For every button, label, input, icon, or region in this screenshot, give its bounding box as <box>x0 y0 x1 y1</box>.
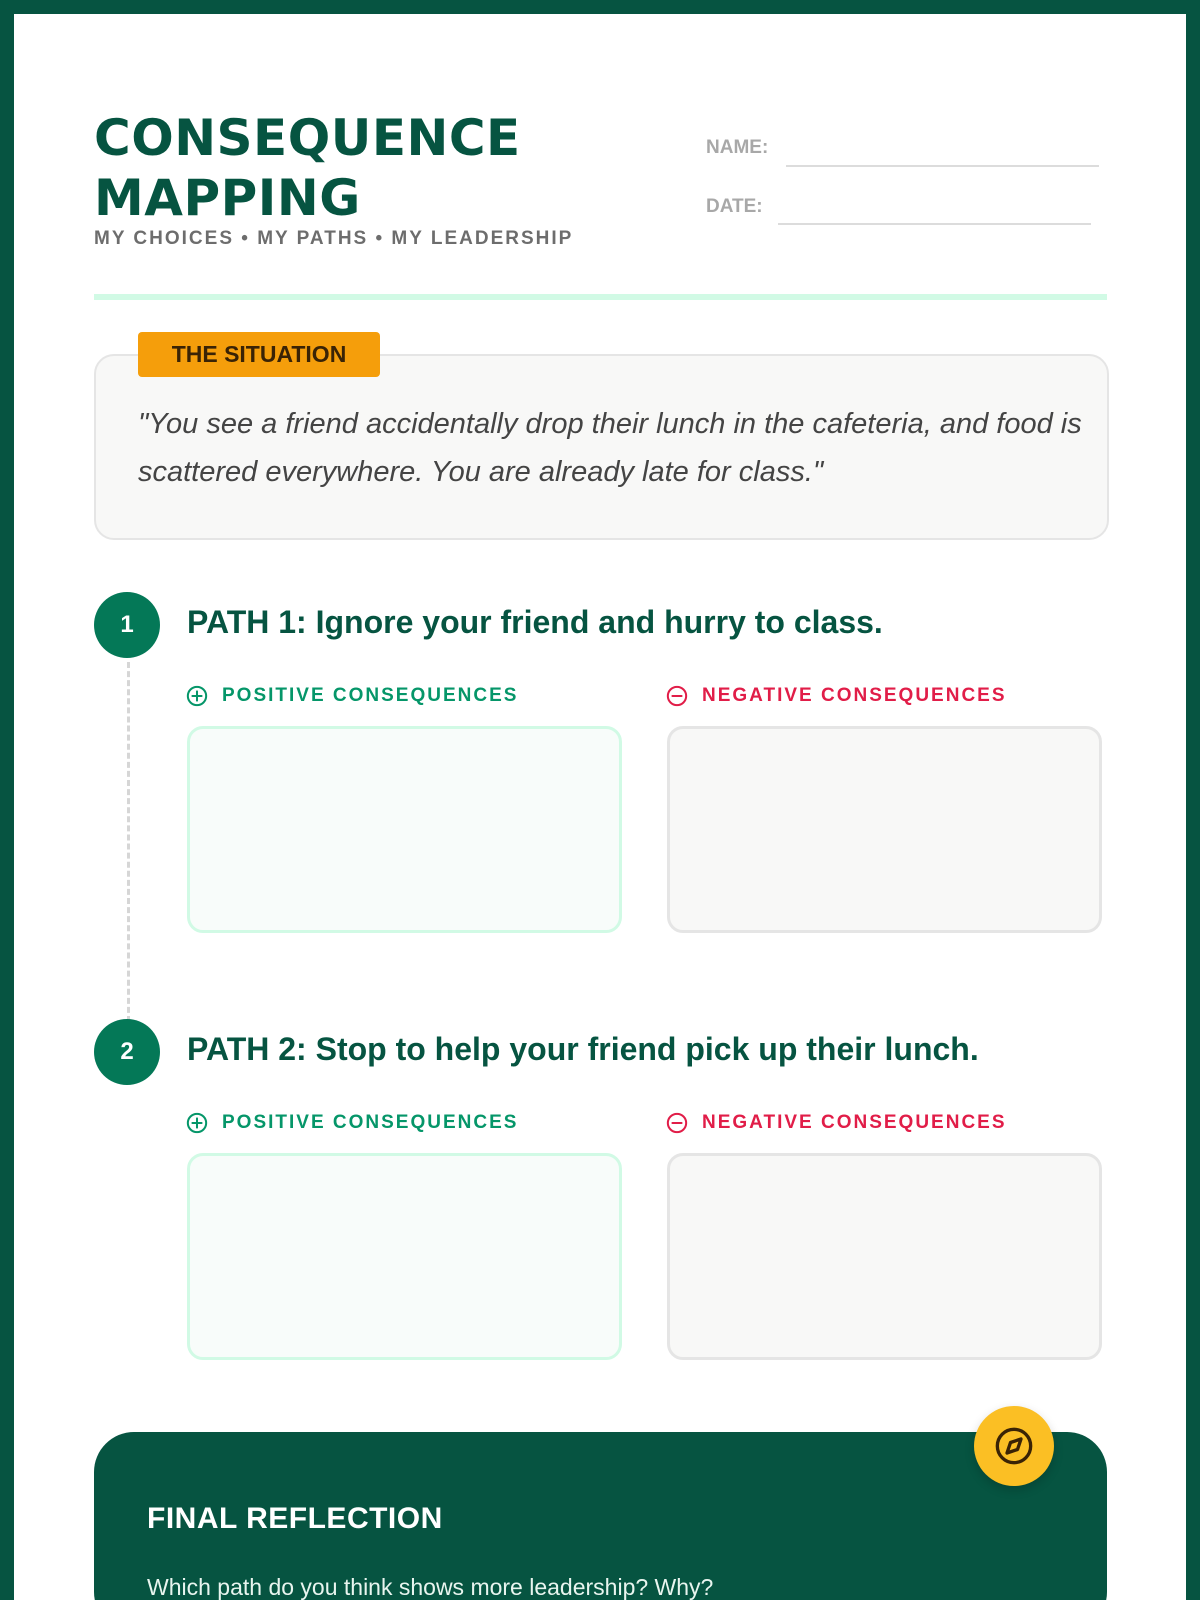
path-2-number: 2 <box>94 1019 160 1085</box>
negative-label-text: NEGATIVE CONSEQUENCES <box>702 1112 1007 1133</box>
path-1-negative-box[interactable] <box>667 726 1102 933</box>
path-1-positive-box[interactable] <box>187 726 622 933</box>
date-field[interactable] <box>778 223 1091 225</box>
situation-text: "You see a friend accidentally drop their lunch in the cafeteria, and food is scattered everywhere. You are already late for class." <box>138 408 1082 488</box>
worksheet-page <box>14 14 1186 1600</box>
name-field[interactable] <box>786 165 1099 167</box>
path-1-title: PATH 1: Ignore your friend and hurry to class. <box>187 604 883 640</box>
path-1-negative-label <box>666 685 1007 707</box>
timeline-connector <box>127 662 130 1022</box>
path-2-negative-label <box>666 1112 1007 1134</box>
positive-label-text: POSITIVE CONSEQUENCES <box>222 1112 519 1133</box>
plus-circle-icon <box>186 685 208 707</box>
minus-circle-icon <box>666 685 688 707</box>
date-label: DATE: <box>706 196 763 217</box>
page-subtitle: MY CHOICES • MY PATHS • MY LEADERSHIP <box>94 228 574 249</box>
path-2-title: PATH 2: Stop to help your friend pick up their lunch. <box>187 1031 979 1067</box>
path-1-positive-label <box>186 685 518 707</box>
path-1-number: 1 <box>94 592 160 658</box>
compass-icon <box>994 1426 1034 1466</box>
reflection-question: Which path do you think shows more leadership? Why? <box>147 1574 714 1600</box>
negative-label-text: NEGATIVE CONSEQUENCES <box>702 685 1007 706</box>
header-divider <box>94 294 1107 300</box>
reflection-title: FINAL REFLECTION <box>147 1502 443 1535</box>
title-line-1: CONSEQUENCE <box>94 109 521 167</box>
situation-tag: THE SITUATION <box>138 332 380 377</box>
name-label: NAME: <box>706 137 769 158</box>
positive-label-text: POSITIVE CONSEQUENCES <box>222 685 519 706</box>
path-2-positive-box[interactable] <box>187 1153 622 1360</box>
compass-badge <box>974 1406 1054 1486</box>
plus-circle-icon <box>186 1112 208 1134</box>
title-line-2: MAPPING <box>94 169 361 227</box>
path-2-negative-box[interactable] <box>667 1153 1102 1360</box>
page-title <box>94 108 654 228</box>
minus-circle-icon <box>666 1112 688 1134</box>
path-2-positive-label <box>186 1112 518 1134</box>
